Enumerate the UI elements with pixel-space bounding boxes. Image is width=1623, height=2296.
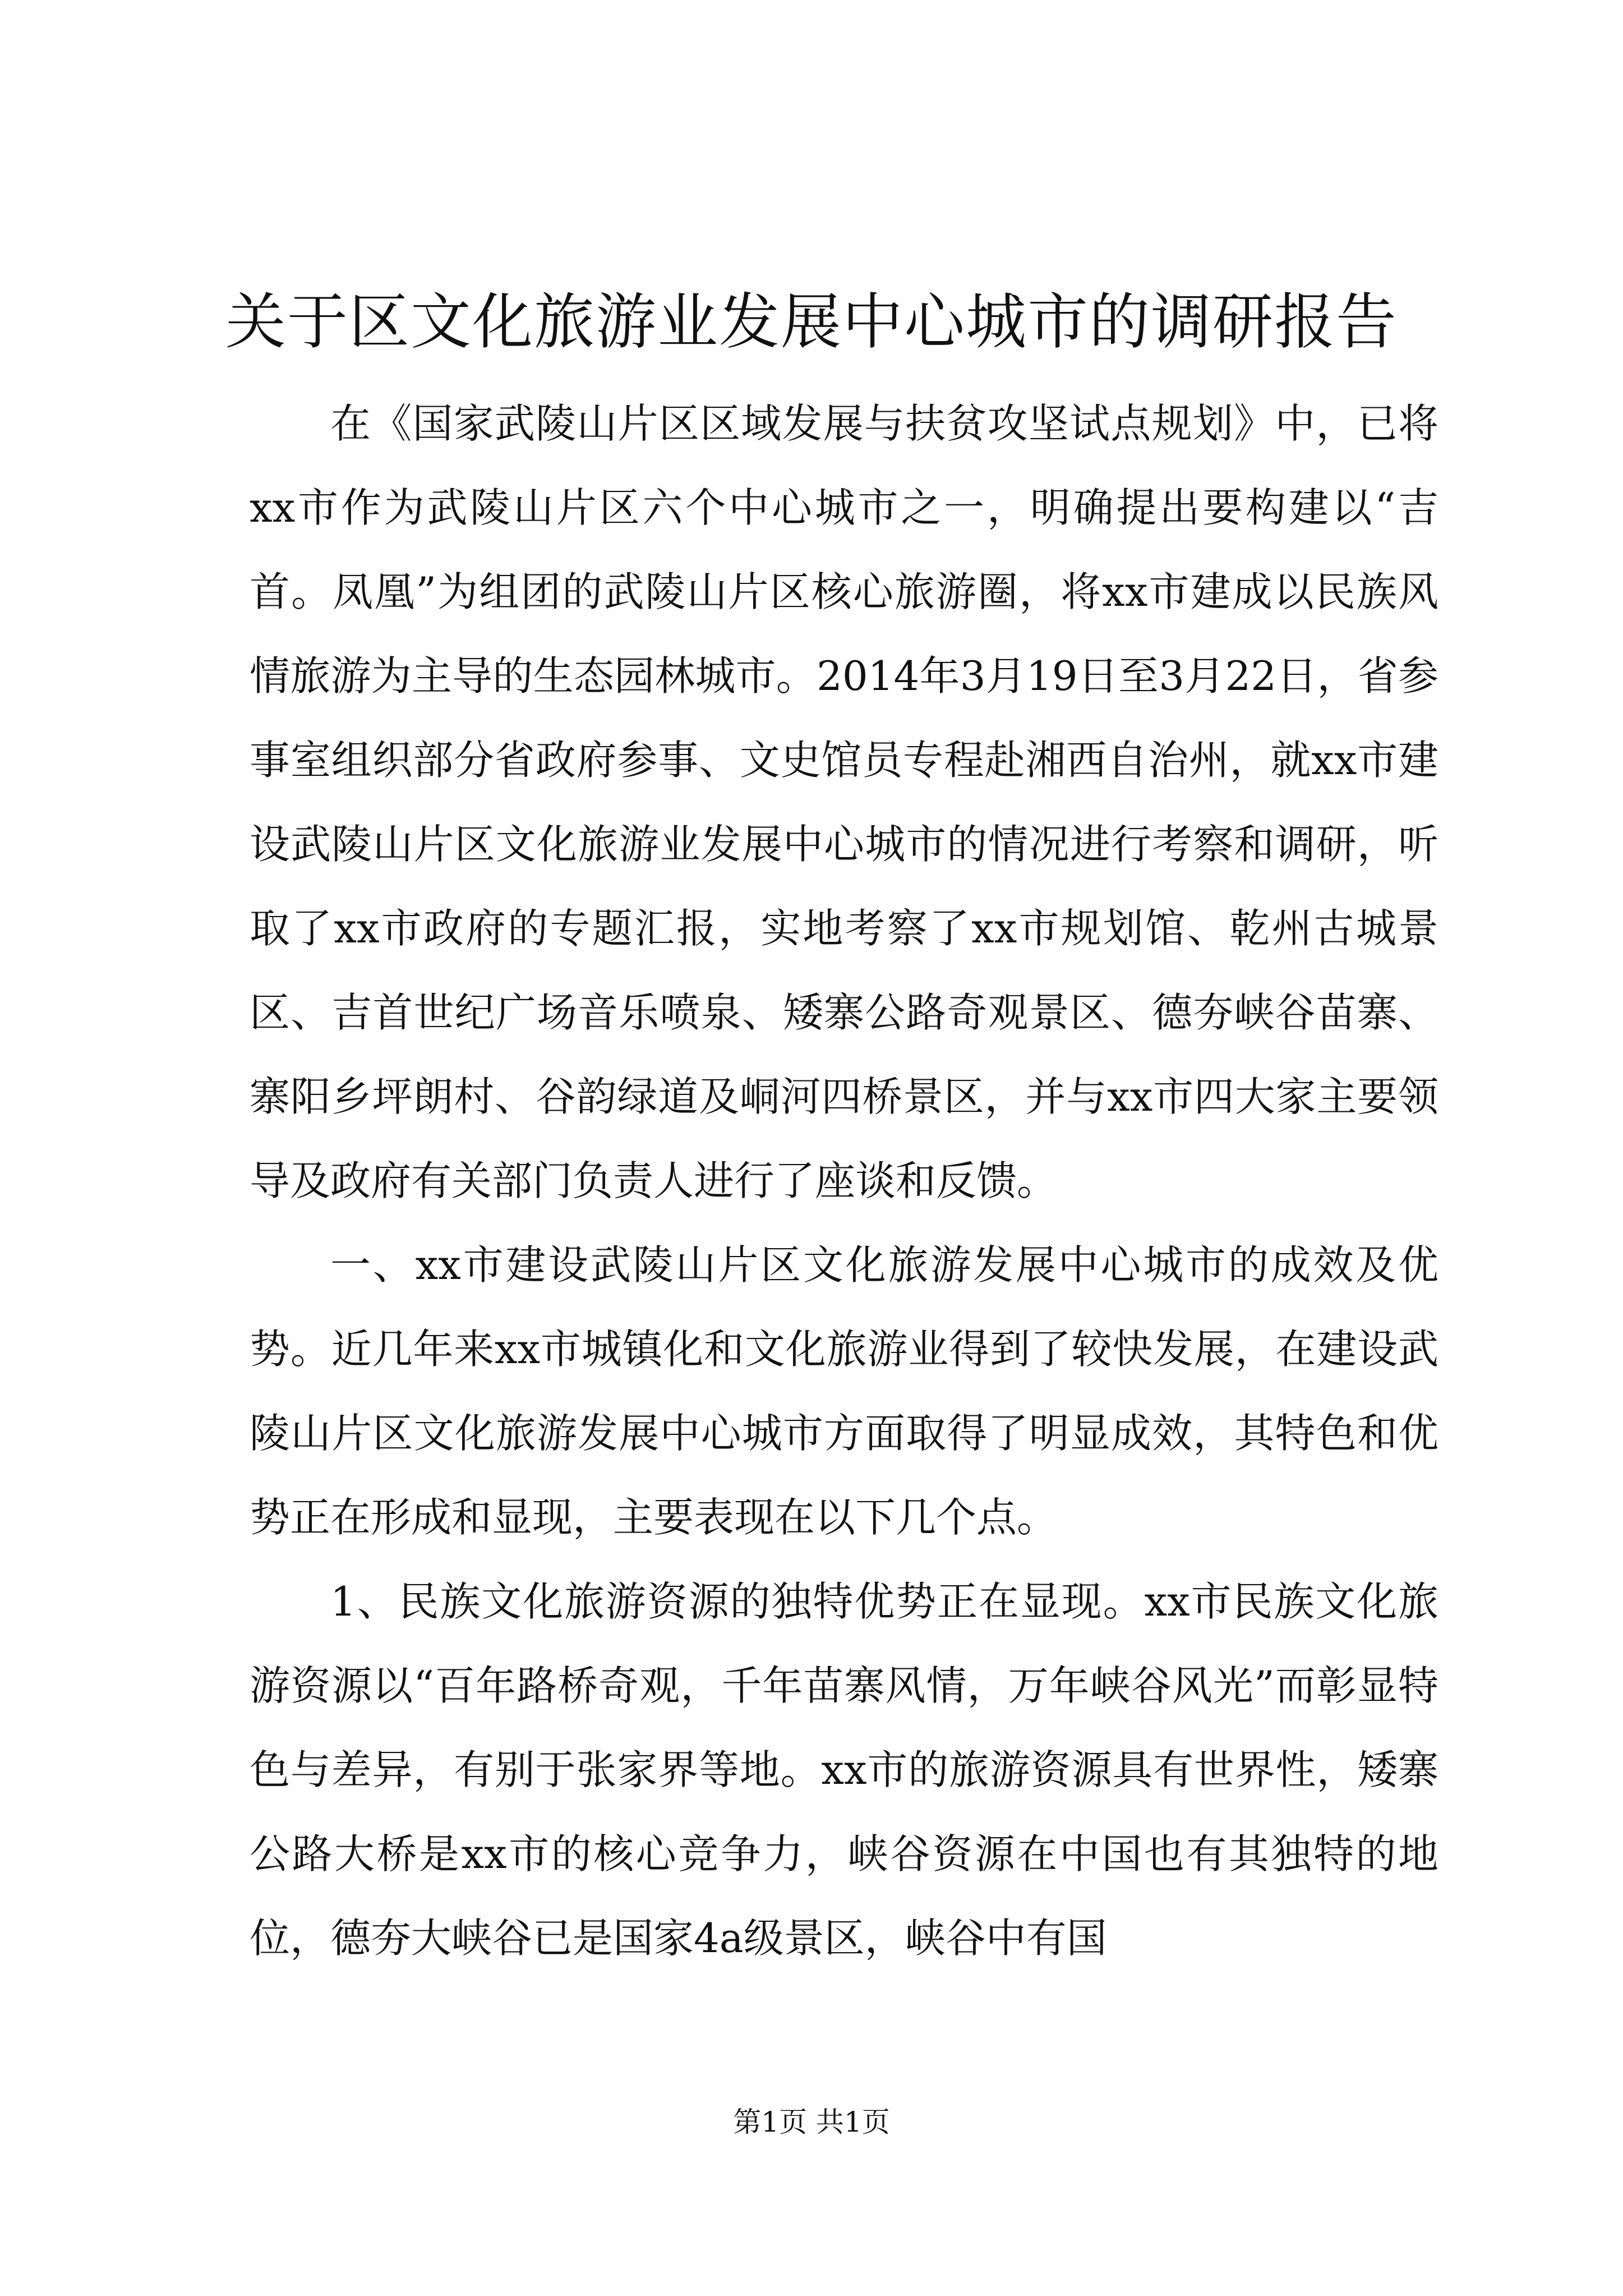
document-body	[250, 381, 1438, 1980]
document-title: 关于区文化旅游业发展中心城市的调研报告	[225, 287, 1398, 357]
page-footer: 第1页 共1页	[733, 2106, 890, 2138]
paragraph-section-one: 一、xx市建设武陵山片区文化旅游发展中心城市的成效及优势。近几年来xx市城镇化和文化旅游业得到了较快发展，在建设武陵山片区文化旅游发展中心城市方面取得了明显成效，其特色和优势正在形成和显现，主要表现在以下几个点。	[250, 1241, 1438, 1541]
paragraph-intro: 在《国家武陵山片区区域发展与扶贫攻坚试点规划》中，已将xx市作为武陵山片区六个中心城市之一，明确提出要构建以“吉首。凤凰”为组团的武陵山片区核心旅游圈，将xx市建成以民族风情旅游为主导的生态园林城市。2014年3月19日至3月22日，省参事室组织部分省政府参事、文史馆员专程赴湘西自治州，就xx市建设武陵山片区文化旅游业发展中心城市的情况进行考察和调研，听取了xx市政府的专题汇报，实地考察了xx市规划馆、乾州古城景区、吉首世纪广场音乐喷泉、矮寨公路奇观景区、德夯峡谷苗寨、寨阳乡坪朗村、谷韵绿道及峒河四桥景区，并与xx市四大家主要领导及政府有关部门负责人进行了座谈和反馈。	[250, 400, 1438, 1204]
paragraph-point-one: 1、民族文化旅游资源的独特优势正在显现。xx市民族文化旅游资源以“百年路桥奇观，千年苗寨风情，万年峡谷风光”而彰显特色与差异，有别于张家界等地。xx市的旅游资源具有世界性，矮寨公路大桥是xx市的核心竞争力，峡谷资源在中国也有其独特的地位，德夯大峡谷已是国家4a级景区，峡谷中有国	[250, 1578, 1438, 1962]
